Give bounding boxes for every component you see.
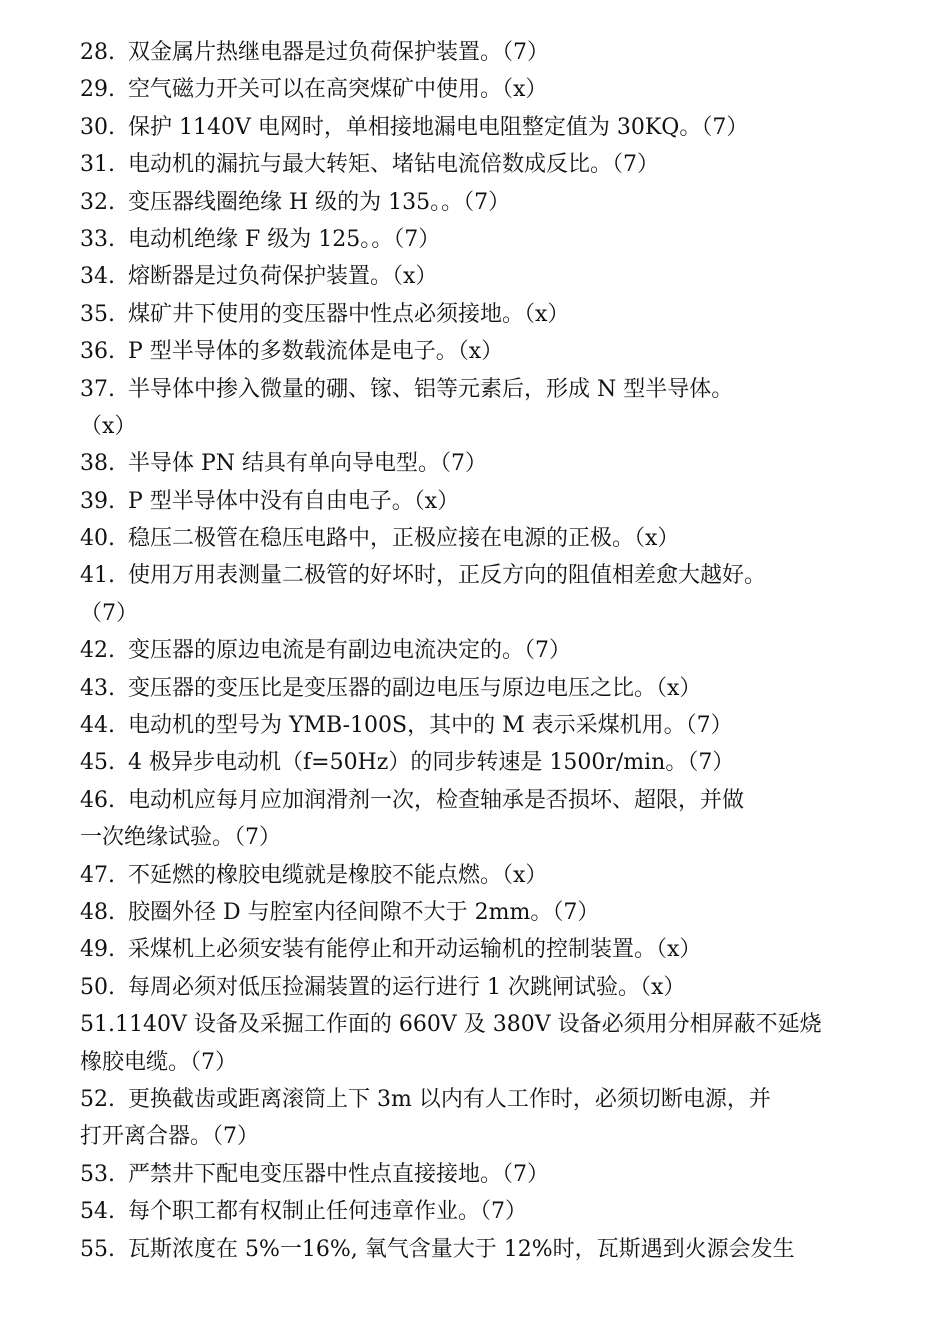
question-number: 44. bbox=[80, 713, 115, 739]
question-number: 55. bbox=[80, 1236, 115, 1262]
question-line bbox=[80, 71, 880, 108]
question-text: 51.1140V 设备及采掘工作面的 660V 及 380V 设备必须用分相屏蔽不延烧 bbox=[80, 1012, 822, 1038]
question-text: 每周必须对低压捡漏装置的运行进行 1 次跳闸试验。（x） bbox=[128, 974, 686, 1000]
question-text: 电动机绝缘 F 级为 125。。（7） bbox=[128, 226, 441, 252]
question-line bbox=[80, 1231, 880, 1268]
question-text: 空气磁力开关可以在高突煤矿中使用。（x） bbox=[128, 77, 548, 103]
question-number: 29. bbox=[80, 77, 115, 103]
question-line bbox=[80, 931, 880, 968]
question-text: 4 极异步电动机（f=50Hz）的同步转速是 1500r/min。（7） bbox=[128, 750, 735, 776]
question-line bbox=[80, 707, 880, 744]
question-number: 30. bbox=[80, 114, 115, 140]
question-line bbox=[80, 109, 880, 146]
question-number: 33. bbox=[80, 226, 115, 252]
question-line bbox=[80, 483, 880, 520]
question-text: 煤矿井下使用的变压器中性点必须接地。（x） bbox=[128, 301, 570, 327]
question-number: 54. bbox=[80, 1199, 115, 1225]
question-line bbox=[80, 520, 880, 557]
question-number: 53. bbox=[80, 1161, 115, 1187]
question-line bbox=[80, 1006, 880, 1043]
question-text: 电动机应每月应加润滑剂一次，检查轴承是否损坏、超限，并做 bbox=[128, 787, 745, 813]
question-text: 打开离合器。（7） bbox=[80, 1124, 259, 1150]
question-continuation-line bbox=[80, 1118, 880, 1155]
question-text: 更换截齿或距离滚筒上下 3m 以内有人工作时，必须切断电源，并 bbox=[128, 1086, 771, 1112]
question-number: 38. bbox=[80, 451, 115, 477]
question-text: 胶圈外径 D 与腔室内径间隙不大于 2mm。（7） bbox=[128, 899, 600, 925]
question-text: 双金属片热继电器是过负荷保护装置。（7） bbox=[128, 40, 549, 65]
question-text: 半导体 PN 结具有单向导电型。（7） bbox=[128, 451, 488, 477]
question-line bbox=[80, 296, 880, 333]
question-continuation-line bbox=[80, 595, 880, 632]
question-number: 49. bbox=[80, 937, 115, 963]
question-line bbox=[80, 857, 880, 894]
question-line bbox=[80, 632, 880, 669]
question-line bbox=[80, 184, 880, 221]
question-text: 变压器的原边电流是有副边电流决定的。（7） bbox=[128, 638, 571, 664]
question-line bbox=[80, 221, 880, 258]
question-number: 28. bbox=[80, 40, 115, 65]
question-text: 使用万用表测量二极管的好坏时，正反方向的阻值相差愈大越好。 bbox=[128, 563, 767, 589]
question-number: 52. bbox=[80, 1086, 115, 1112]
question-line bbox=[80, 445, 880, 482]
question-text: P 型半导体的多数载流体是电子。（x） bbox=[128, 339, 504, 365]
question-line bbox=[80, 744, 880, 781]
question-text: 不延燃的橡胶电缆就是橡胶不能点燃。（x） bbox=[128, 862, 548, 888]
question-line bbox=[80, 782, 880, 819]
question-text: （x） bbox=[80, 413, 137, 439]
question-line bbox=[80, 1156, 880, 1193]
question-continuation-line bbox=[80, 1044, 880, 1081]
question-continuation-line bbox=[80, 819, 880, 856]
question-number: 35. bbox=[80, 301, 115, 327]
question-line bbox=[80, 969, 880, 1006]
question-line bbox=[80, 557, 880, 594]
question-text: 瓦斯浓度在 5%一16%, 氧气含量大于 12%时，瓦斯遇到火源会发生 bbox=[128, 1236, 795, 1262]
question-line bbox=[80, 146, 880, 183]
question-number: 45. bbox=[80, 750, 115, 776]
question-text: 变压器的变压比是变压器的副边电压与原边电压之比。（x） bbox=[128, 675, 702, 701]
question-line bbox=[80, 371, 880, 408]
question-text: 电动机的型号为 YMB-100S，其中的 M 表示采煤机用。（7） bbox=[128, 713, 733, 739]
question-number: 42. bbox=[80, 638, 115, 664]
question-text: P 型半导体中没有自由电子。（x） bbox=[128, 488, 460, 514]
question-text: 采煤机上必须安装有能停止和开动运输机的控制装置。（x） bbox=[128, 937, 702, 963]
question-text: 稳压二极管在稳压电路中，正极应接在电源的正极。（x） bbox=[128, 526, 680, 552]
question-number: 34. bbox=[80, 264, 115, 290]
question-line bbox=[80, 258, 880, 295]
question-text: 每个职工都有权制止任何违章作业。（7） bbox=[128, 1199, 527, 1225]
question-text: 严禁井下配电变压器中性点直接接地。（7） bbox=[128, 1161, 549, 1187]
question-number: 36. bbox=[80, 339, 115, 365]
question-text: （7） bbox=[80, 600, 138, 626]
question-text: 橡胶电缆。（7） bbox=[80, 1049, 237, 1075]
question-text: 变压器线圈绝缘 H 级的为 135。。（7） bbox=[128, 189, 511, 215]
question-line bbox=[80, 894, 880, 931]
question-number: 32. bbox=[80, 189, 115, 215]
question-text: 熔断器是过负荷保护装置。（x） bbox=[128, 264, 438, 290]
question-number: 43. bbox=[80, 675, 115, 701]
question-text: 保护 1140V 电网时，单相接地漏电电阻整定值为 30KQ。（7） bbox=[128, 114, 749, 140]
question-text: 一次绝缘试验。（7） bbox=[80, 825, 281, 851]
question-text: 半导体中掺入微量的硼、镓、铝等元素后，形成 N 型半导体。 bbox=[128, 376, 734, 402]
question-number: 31. bbox=[80, 152, 115, 178]
question-number: 50. bbox=[80, 974, 115, 1000]
question-line bbox=[80, 1193, 880, 1230]
question-text: 电动机的漏抗与最大转矩、堵钻电流倍数成反比。（7） bbox=[128, 152, 659, 178]
question-number: 48. bbox=[80, 899, 115, 925]
question-list bbox=[80, 34, 880, 1268]
question-number: 40. bbox=[80, 526, 115, 552]
question-line bbox=[80, 34, 880, 71]
question-number: 46. bbox=[80, 787, 115, 813]
question-number: 37. bbox=[80, 376, 115, 402]
question-line bbox=[80, 670, 880, 707]
question-number: 39. bbox=[80, 488, 115, 514]
question-line bbox=[80, 1081, 880, 1118]
question-number: 47. bbox=[80, 862, 115, 888]
question-continuation-line bbox=[80, 408, 880, 445]
question-line bbox=[80, 333, 880, 370]
question-number: 41. bbox=[80, 563, 115, 589]
